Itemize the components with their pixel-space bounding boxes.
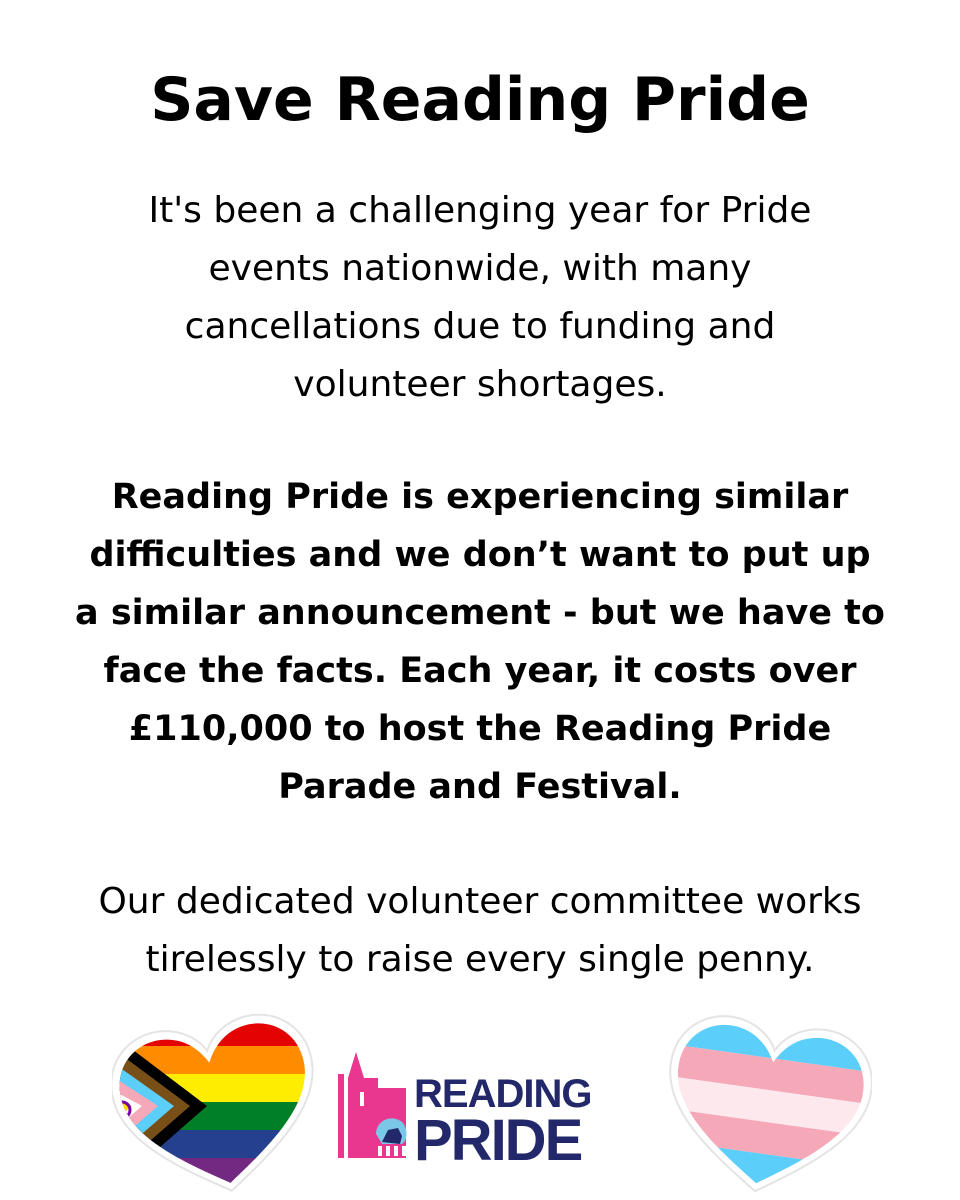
volunteer-line: Our dedicated volunteer committee works: [98, 881, 862, 922]
cost-paragraph: [60, 468, 900, 816]
reading-pride-logo-icon: [336, 1048, 416, 1168]
page-title: Save Reading Pride: [150, 65, 810, 135]
intro-paragraph: [60, 182, 900, 414]
volunteer-paragraph: [60, 873, 900, 989]
cost-line: face the facts. Each year, it costs over: [103, 651, 857, 691]
intro-line: events nationwide, with many: [208, 248, 752, 289]
cost-line: Parade and Festival.: [278, 767, 682, 807]
cost-line: difficulties and we don’t want to put up: [89, 535, 871, 575]
footer-graphics: [0, 1000, 960, 1200]
logo-word-pride: PRIDE: [414, 1108, 582, 1173]
trans-flag-heart-icon: [662, 1014, 872, 1199]
intro-line: cancellations due to funding and: [184, 306, 776, 347]
intro-line: It's been a challenging year for Pride: [148, 190, 812, 231]
cost-line: £110,000 to host the Reading Pride: [128, 709, 832, 749]
reading-pride-logo: [336, 1048, 626, 1173]
logo-word-reading: READING: [414, 1072, 592, 1116]
volunteer-line: tirelessly to raise every single penny.: [145, 939, 815, 980]
cost-line: Reading Pride is experiencing similar: [111, 477, 849, 517]
intro-line: volunteer shortages.: [293, 364, 667, 405]
cost-line: a similar announcement - but we have to: [75, 593, 885, 633]
progress-pride-heart-icon: [112, 1014, 322, 1199]
